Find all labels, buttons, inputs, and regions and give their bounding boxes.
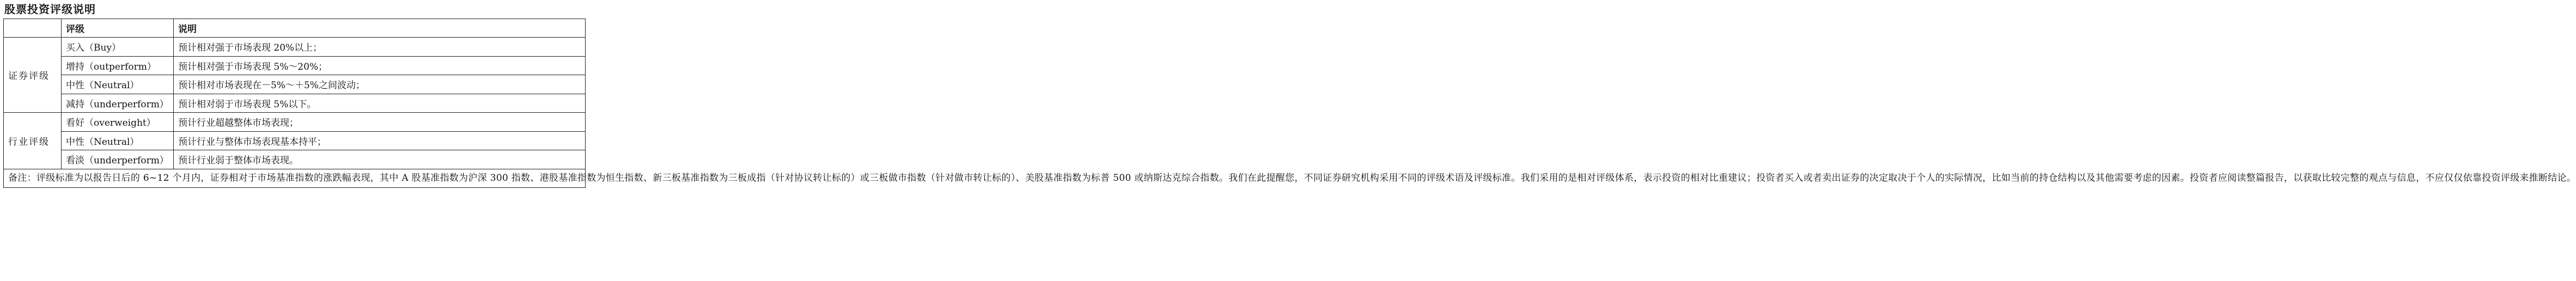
- category-cell-industry: 行业评级: [4, 113, 62, 169]
- table-row: [4, 113, 586, 132]
- description-cell: 预计相对市场表现在－5%～＋5%之间波动；: [174, 75, 586, 94]
- header-category-cell: [4, 19, 62, 38]
- rating-cell: 减持（underperform）: [62, 94, 174, 113]
- description-cell: 预计行业超越整体市场表现；: [174, 113, 586, 132]
- table-row: [4, 56, 586, 75]
- rating-cell: 中性（Neutral）: [62, 131, 174, 150]
- table-row: [4, 131, 586, 150]
- category-cell-securities: 证券评级: [4, 38, 62, 113]
- header-rating-cell: 评级: [62, 19, 174, 38]
- table-header-row: [4, 19, 586, 38]
- rating-explanation-table: [3, 19, 2576, 188]
- table-row: [4, 150, 586, 169]
- rating-cell: 增持（outperform）: [62, 56, 174, 75]
- description-cell: 预计相对弱于市场表现 5%以下。: [174, 94, 586, 113]
- table-row: [4, 38, 586, 57]
- note-row: [4, 169, 586, 187]
- header-description-cell: 说明: [174, 19, 586, 38]
- table-row: [4, 75, 586, 94]
- page-title: 股票投资评级说明: [4, 3, 96, 16]
- description-cell: 预计行业与整体市场表现基本持平；: [174, 131, 586, 150]
- description-cell: 预计行业弱于整体市场表现。: [174, 150, 586, 169]
- description-cell: 预计相对强于市场表现 5%～20%；: [174, 56, 586, 75]
- rating-cell: 中性（Neutral）: [62, 75, 174, 94]
- rating-cell: 看淡（underperform）: [62, 150, 174, 169]
- table-row: [4, 94, 586, 113]
- rating-cell: 看好（overweight）: [62, 113, 174, 132]
- note-text: 备注：评级标准为以报告日后的 6~12 个月内，证券相对于市场基准指数的涨跌幅表现，其中 A 股基准指数为沪深 300 指数、港股基准指数为恒生指数、新三板基准指数为三板成指（针对协议转让标的）或三板做市指数（针对做市转让标的）、美股基准指数为标普 500 或纳斯达克综合指数。我们在此提醒您，不同证券研究机构采用不同的评级术语及评级标准。我们采用的是相对评级体系，表示投资的相对比重建议；投资者买入或者卖出证券的决定取决于个人的实际情况，比如当前的持仓结构以及其他需要考虑的因素。投资者应阅读整篇报告，以获取比较完整的观点与信息，不应仅仅依靠投资评级来推断结论。: [4, 169, 586, 187]
- description-cell: 预计相对强于市场表现 20%以上；: [174, 38, 586, 57]
- rating-cell: 买入（Buy）: [62, 38, 174, 57]
